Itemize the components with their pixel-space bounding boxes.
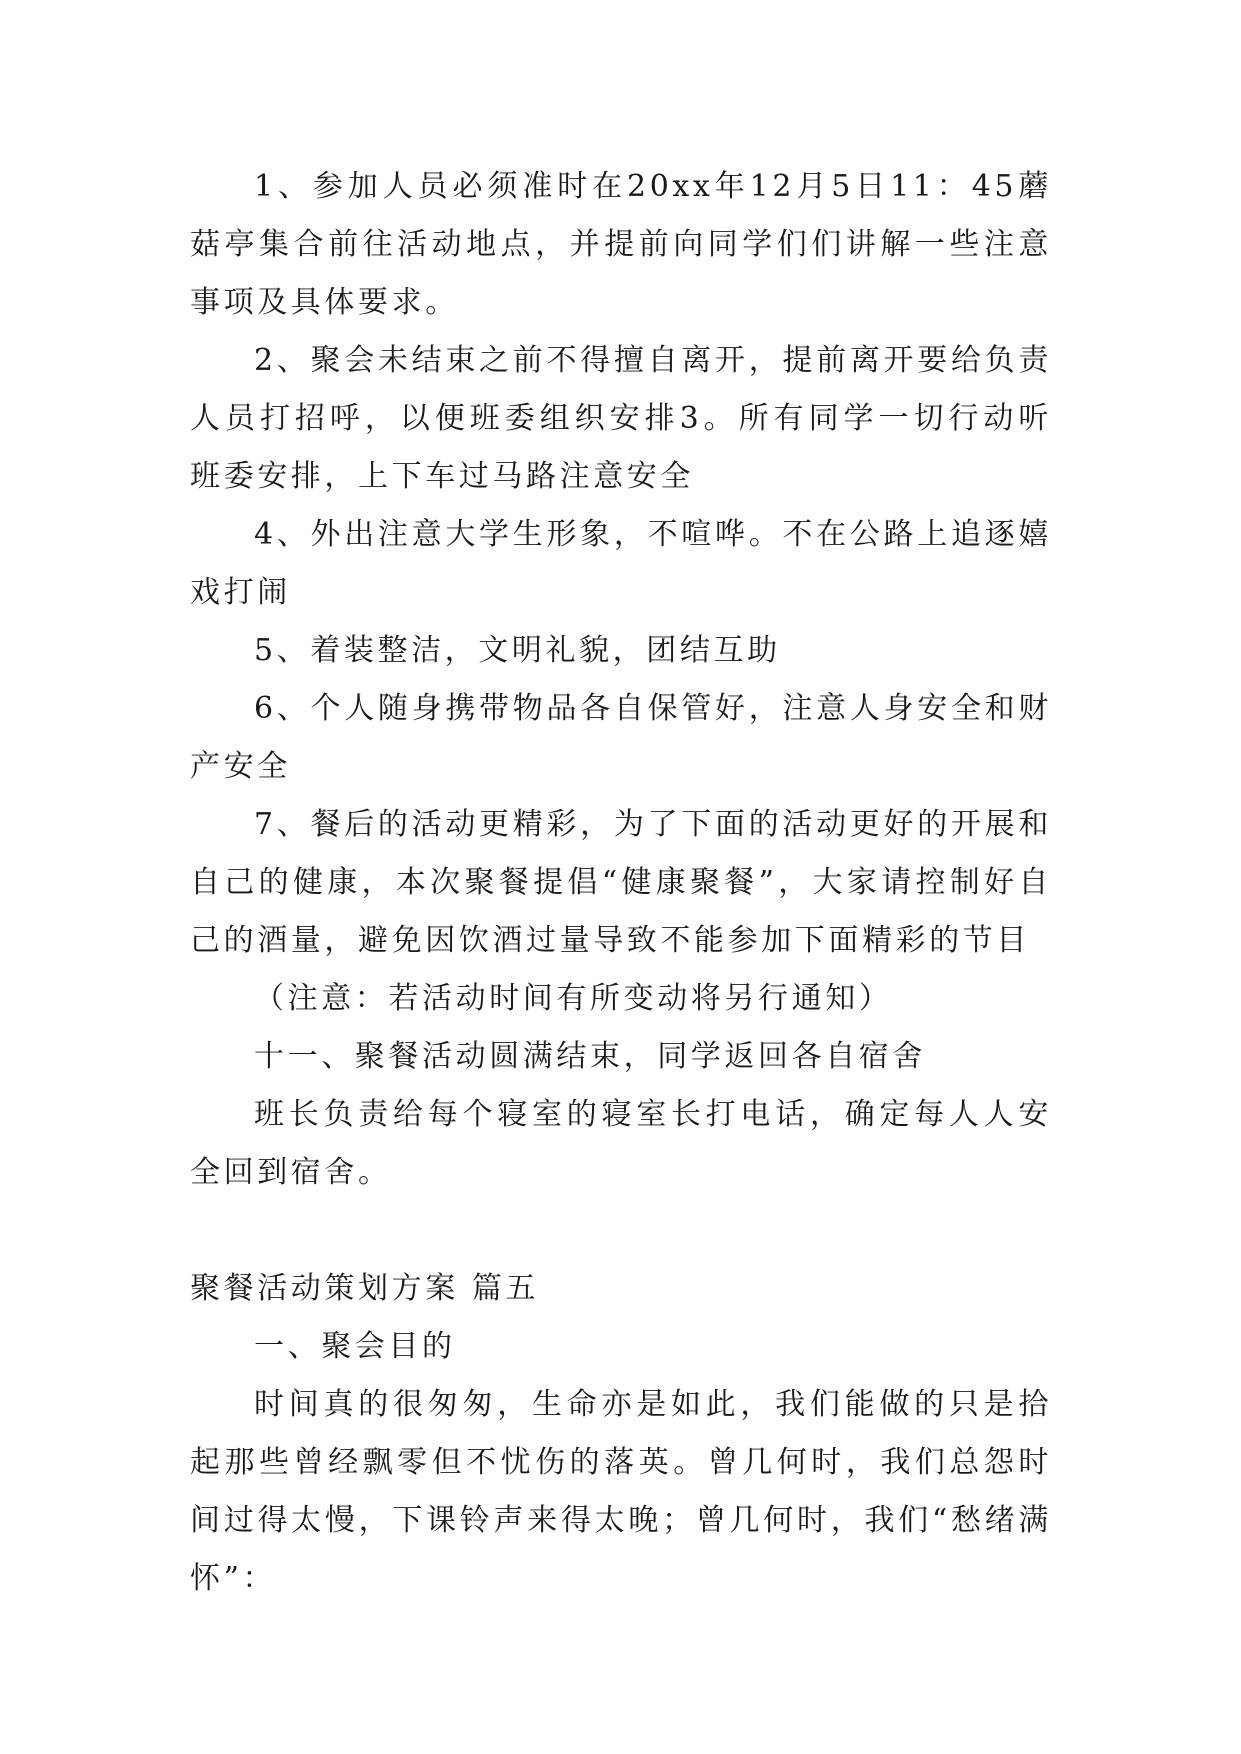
paragraph-item-5: 5、着装整洁，文明礼貌，团结互助 [254, 633, 781, 668]
paragraph-note: （注意：若活动时间有所变动将另行通知） [254, 981, 893, 1016]
paragraph-item-2-3: 2、聚会未结束之前不得擅自离开，提前离开要给负责人员打招呼，以便班委组织安排3。所有同学一切行动听班委安排，上下车过马路注意安全 [190, 343, 1052, 494]
document-body [190, 158, 1052, 1608]
paragraph-item-1: 1、参加人员必须准时在20xx年12月5日11：45蘑菇亭集合前往活动地点，并提前向同学们们讲解一些注意事项及具体要求。 [190, 169, 1052, 320]
paragraph-item-6: 6、个人随身携带物品各自保管好，注意人身安全和财产安全 [190, 691, 1052, 784]
paragraph-section-eleven: 十一、聚餐活动圆满结束，同学返回各自宿舍 [254, 1039, 926, 1074]
paragraph-monitor-call: 班长负责给每个寝室的寝室长打电话，确定每人人安全回到宿舍。 [190, 1097, 1052, 1190]
paragraph-purpose-body: 时间真的很匆匆，生命亦是如此，我们能做的只是拾起那些曾经飘零但不忧伤的落英。曾几何时，我们总怨时间过得太慢，下课铃声来得太晚；曾几何时，我们“愁绪满怀”： [190, 1387, 1052, 1596]
paragraph-item-7: 7、餐后的活动更精彩，为了下面的活动更好的开展和自己的健康，本次聚餐提倡“健康聚餐”，大家请控制好自己的酒量，避免因饮酒过量导致不能参加下面精彩的节目 [190, 807, 1052, 958]
section-spacer [190, 1202, 1052, 1260]
paragraph-item-4: 4、外出注意大学生形象，不喧哗。不在公路上追逐嬉戏打闹 [190, 517, 1052, 610]
paragraph-purpose-title: 一、聚会目的 [254, 1329, 456, 1364]
section-heading: 聚餐活动策划方案 篇五 [190, 1271, 540, 1306]
